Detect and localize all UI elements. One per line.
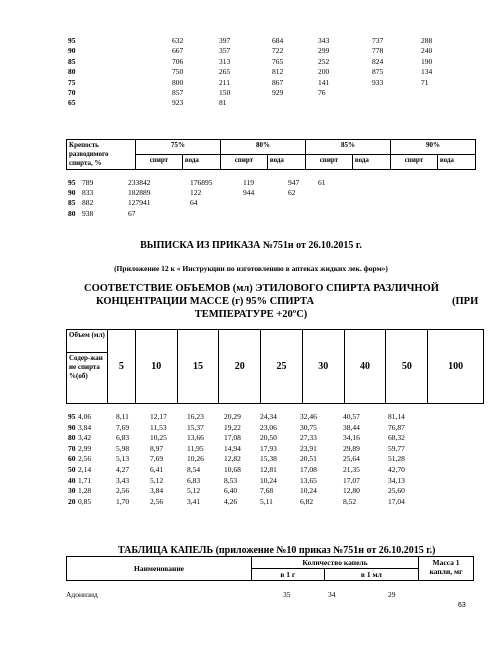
table-cell: 4,06 [78, 412, 92, 421]
table-cell: 2,14 [78, 465, 92, 474]
table-cell: 5,98 [116, 443, 130, 453]
table-cell: 6,40 [224, 486, 238, 496]
table-cell: 200 [318, 67, 330, 77]
table-row [0, 46, 502, 56]
table-cell: 737 [372, 36, 384, 45]
table-cell: 42,70 [388, 465, 405, 474]
table-cell: 51,28 [388, 454, 405, 464]
table-cell: 944 [243, 188, 255, 198]
table-cell: 7,69 [150, 454, 164, 464]
table-cell: 5,11 [260, 496, 273, 506]
conformity-title-line1: СООТВЕТСТВИЕ ОБЪЕМОВ (мл) ЭТИЛОВОГО СПИРТА РАЗЛИЧНОЙ [84, 283, 439, 294]
table-cell: 1,28 [78, 486, 92, 496]
table-row [0, 178, 502, 188]
table-row [0, 444, 502, 454]
table-cell: 857 [172, 88, 184, 97]
table-cell: 40 [68, 475, 76, 485]
drops-per-g: в 1 г [252, 569, 325, 581]
table-cell: 60 [68, 454, 76, 464]
table-cell: 10,68 [224, 465, 241, 474]
table-cell: 32,46 [300, 412, 317, 421]
table-cell: 190 [421, 56, 433, 66]
table-row [0, 209, 502, 219]
table-cell: 765 [272, 56, 284, 66]
drops-name-header: Наименование [67, 557, 252, 581]
table-cell: 13,66 [187, 433, 204, 443]
table-row [0, 78, 502, 88]
table-cell: 10,24 [260, 475, 277, 485]
table-cell: 933 [372, 77, 384, 87]
table-cell: 90 [68, 422, 76, 432]
drops-cell-mass: 29 [388, 590, 396, 599]
table-cell: 62 [288, 188, 296, 198]
table-cell: 6,41 [150, 465, 164, 474]
table-cell: 1,71 [78, 475, 92, 485]
table-cell: 6,83 [187, 475, 201, 485]
table-row [0, 98, 502, 108]
table-cell: 95 [68, 412, 76, 421]
table-cell: 70 [68, 443, 76, 453]
conformity-title-line2: КОНЦЕНТРАЦИИ МАССЕ (г) 95% СПИРТА [96, 296, 315, 307]
table-cell: 3,41 [187, 496, 201, 506]
table-cell: 95 [68, 178, 76, 187]
table-cell: 778 [372, 46, 384, 56]
table-cell: 27,33 [300, 433, 317, 443]
table-cell: 3,84 [150, 486, 164, 496]
table-row [0, 198, 502, 208]
table-cell: 4,26 [224, 496, 238, 506]
volume-30: 30 [302, 330, 344, 404]
volume-20: 20 [219, 330, 261, 404]
table-cell: 722 [272, 46, 284, 56]
table-cell: 8,11 [116, 412, 129, 421]
drops-title: ТАБЛИЦА КАПЕЛЬ (приложение №10 приказ №751н от 26.10.2015 г.) [118, 545, 436, 556]
volume-10: 10 [135, 330, 177, 404]
table-row [0, 188, 502, 198]
table-cell: 81,14 [388, 412, 405, 421]
table-cell: 80 [68, 67, 76, 77]
table-cell: 24,34 [260, 412, 277, 421]
table-cell: 90 [68, 46, 76, 56]
table-cell: 8,97 [150, 443, 164, 453]
table-cell: 3,84 [78, 422, 92, 432]
table-cell: 7,69 [116, 422, 130, 432]
table-cell: 8,54 [187, 465, 201, 474]
table-cell: 4,27 [116, 465, 130, 474]
table-cell: 182889 [128, 188, 151, 198]
table-cell: 867 [272, 77, 284, 87]
table-cell: 16,23 [187, 412, 204, 421]
group-80: 80% [221, 140, 306, 155]
table-cell: 17,04 [388, 496, 405, 506]
table-cell: 882 [82, 198, 94, 208]
table-cell: 824 [372, 56, 384, 66]
table-cell: 21,35 [343, 465, 360, 474]
table-row [0, 57, 502, 67]
sub-spirit: спирт [221, 155, 268, 170]
table-cell: 61 [318, 178, 326, 187]
table-cell: 6,82 [300, 496, 314, 506]
table-row [0, 88, 502, 98]
table-cell: 2,56 [78, 454, 92, 464]
table-cell: 5,12 [187, 486, 201, 496]
table-cell: 150 [219, 88, 231, 97]
table-cell: 76,87 [388, 422, 405, 432]
table-cell: 833 [82, 188, 94, 198]
volume-100: 100 [428, 330, 484, 404]
volume-40: 40 [344, 330, 386, 404]
table-cell: 15,37 [187, 422, 204, 432]
table-cell: 10,25 [150, 433, 167, 443]
table-row [0, 433, 502, 443]
drops-table [66, 556, 474, 581]
conformity-title-line3: ТЕМПЕРАТУРЕ +20ºС) [194, 309, 308, 320]
table-cell: 71 [421, 77, 429, 87]
table-cell: 30,75 [300, 422, 317, 432]
table-cell: 19,22 [224, 422, 241, 432]
table-cell: 3,43 [116, 475, 130, 485]
table-cell: 30 [68, 486, 76, 496]
sub-water: вода [182, 155, 220, 170]
table-cell: 252 [318, 56, 330, 66]
table-cell: 34,13 [388, 475, 405, 485]
table-row [0, 497, 502, 507]
table-cell: 122 [190, 188, 202, 198]
table-cell: 17,08 [300, 465, 317, 474]
table-cell: 299 [318, 46, 330, 56]
table-cell: 812 [272, 67, 284, 77]
table-cell: 17,93 [260, 443, 277, 453]
table-cell: 632 [172, 36, 184, 45]
table-row [0, 423, 502, 433]
table-cell: 75 [68, 77, 76, 87]
table-cell: 12,81 [260, 465, 277, 474]
group-90: 90% [391, 140, 476, 155]
table-cell: 8,53 [224, 475, 238, 485]
volume-label: Объем (мл) [67, 330, 108, 353]
excerpt-title: ВЫПИСКА ИЗ ПРИКАЗА №751н от 26.10.2015 г. [140, 240, 362, 251]
table-cell: 6,83 [116, 433, 130, 443]
sub-water: вода [267, 155, 305, 170]
volume-table [66, 329, 484, 404]
sub-spirit: спирт [391, 155, 438, 170]
drops-cell-g: 35 [283, 590, 291, 599]
table-cell: 68,32 [388, 433, 405, 443]
table-cell: 12,80 [343, 486, 360, 496]
table-cell: 80 [68, 208, 76, 218]
table-cell: 789 [82, 178, 94, 187]
conformity-title-line2-tail: (ПРИ [452, 296, 479, 307]
table-cell: 14,94 [224, 443, 241, 453]
table-cell: 34,16 [343, 433, 360, 443]
table-cell: 12,82 [224, 454, 241, 464]
table-cell: 929 [272, 88, 284, 97]
table-cell: 38,44 [343, 422, 360, 432]
page-number: 63 [458, 602, 466, 609]
strength-table [66, 139, 476, 170]
table-cell: 10,24 [300, 486, 317, 496]
table-cell: 233842 [128, 178, 151, 187]
table-cell: 67 [128, 208, 136, 218]
excerpt-subtitle: (Приложение 12 к « Инструкции по изготовлению в аптеках жидких лек. форм») [114, 264, 388, 273]
table-row [0, 412, 502, 422]
strength-header-label: Крепость разводимого спирта, % [67, 140, 136, 170]
drops-per-ml: в 1 мл [324, 569, 418, 581]
drops-cell-name: Адонизид [66, 590, 98, 599]
table-cell: 265 [219, 67, 231, 77]
table-cell: 5,13 [116, 454, 130, 464]
table-cell: 20,50 [260, 433, 277, 443]
table-cell: 1,70 [116, 496, 130, 506]
table-cell: 2,56 [150, 496, 164, 506]
table-cell: 50 [68, 465, 76, 474]
table-cell: 141 [318, 77, 330, 87]
table-cell: 65 [68, 98, 76, 108]
drops-row [0, 590, 502, 600]
table-cell: 127941 [128, 198, 151, 208]
table-cell: 12,17 [150, 412, 167, 421]
table-cell: 938 [82, 208, 94, 218]
table-cell: 81 [219, 98, 227, 108]
table-cell: 20,51 [300, 454, 317, 464]
table-cell: 800 [172, 77, 184, 87]
table-row [0, 476, 502, 486]
table-cell: 706 [172, 56, 184, 66]
table-cell: 17,07 [343, 475, 360, 485]
table-cell: 343 [318, 36, 330, 45]
table-cell: 17,08 [224, 433, 241, 443]
table-cell: 10,26 [187, 454, 204, 464]
table-row [0, 67, 502, 77]
table-cell: 7,68 [260, 486, 274, 496]
table-cell: 240 [421, 46, 433, 56]
content-label: Содер-жание спирта %(об) [67, 353, 108, 404]
table-cell: 288 [421, 36, 433, 45]
table-row [0, 36, 502, 46]
table-cell: 750 [172, 67, 184, 77]
table-cell: 2,56 [116, 486, 130, 496]
group-75: 75% [136, 140, 221, 155]
volume-50: 50 [386, 330, 428, 404]
sub-water: вода [437, 155, 475, 170]
sub-water: вода [352, 155, 390, 170]
table-cell: 667 [172, 46, 184, 56]
volume-25: 25 [261, 330, 303, 404]
table-cell: 11,53 [150, 422, 167, 432]
table-row [0, 454, 502, 464]
table-cell: 923 [172, 98, 184, 108]
sub-spirit: спирт [306, 155, 353, 170]
table-cell: 119 [243, 178, 254, 187]
table-cell: 397 [219, 36, 231, 45]
table-cell: 59,77 [388, 443, 405, 453]
table-cell: 70 [68, 88, 76, 97]
table-cell: 20 [68, 496, 76, 506]
volume-15: 15 [177, 330, 219, 404]
drops-cell-ml: 34 [328, 590, 336, 599]
table-cell: 2,99 [78, 443, 92, 453]
table-cell: 64 [190, 198, 198, 208]
table-cell: 947 [288, 178, 300, 187]
table-cell: 313 [219, 56, 231, 66]
table-cell: 20,29 [224, 412, 241, 421]
table-row [0, 486, 502, 496]
table-cell: 76 [318, 88, 326, 97]
table-cell: 357 [219, 46, 231, 56]
group-85: 85% [306, 140, 391, 155]
table-cell: 684 [272, 36, 284, 45]
table-cell: 80 [68, 433, 76, 443]
table-cell: 0,85 [78, 496, 92, 506]
table-cell: 3,42 [78, 433, 92, 443]
table-cell: 211 [219, 77, 230, 87]
table-cell: 134 [421, 67, 433, 77]
table-cell: 29,89 [343, 443, 360, 453]
table-cell: 25,60 [388, 486, 405, 496]
table-cell: 8,52 [343, 496, 357, 506]
table-cell: 85 [68, 198, 76, 208]
table-cell: 40,57 [343, 412, 360, 421]
drops-count-header: Количество капель [252, 557, 419, 569]
table-cell: 95 [68, 36, 76, 45]
table-row [0, 465, 502, 475]
table-cell: 23,06 [260, 422, 277, 432]
table-cell: 5,12 [150, 475, 164, 485]
table-cell: 875 [372, 67, 384, 77]
table-cell: 90 [68, 188, 76, 198]
sub-spirit: спирт [136, 155, 183, 170]
volume-5: 5 [108, 330, 136, 404]
drops-mass-header: Масса 1 капли, мг [419, 557, 474, 581]
table-cell: 15,38 [260, 454, 277, 464]
table-cell: 25,64 [343, 454, 360, 464]
table-cell: 13,65 [300, 475, 317, 485]
table-cell: 85 [68, 56, 76, 66]
table-cell: 23,91 [300, 443, 317, 453]
table-cell: 176895 [190, 178, 213, 187]
table-cell: 11,95 [187, 443, 204, 453]
